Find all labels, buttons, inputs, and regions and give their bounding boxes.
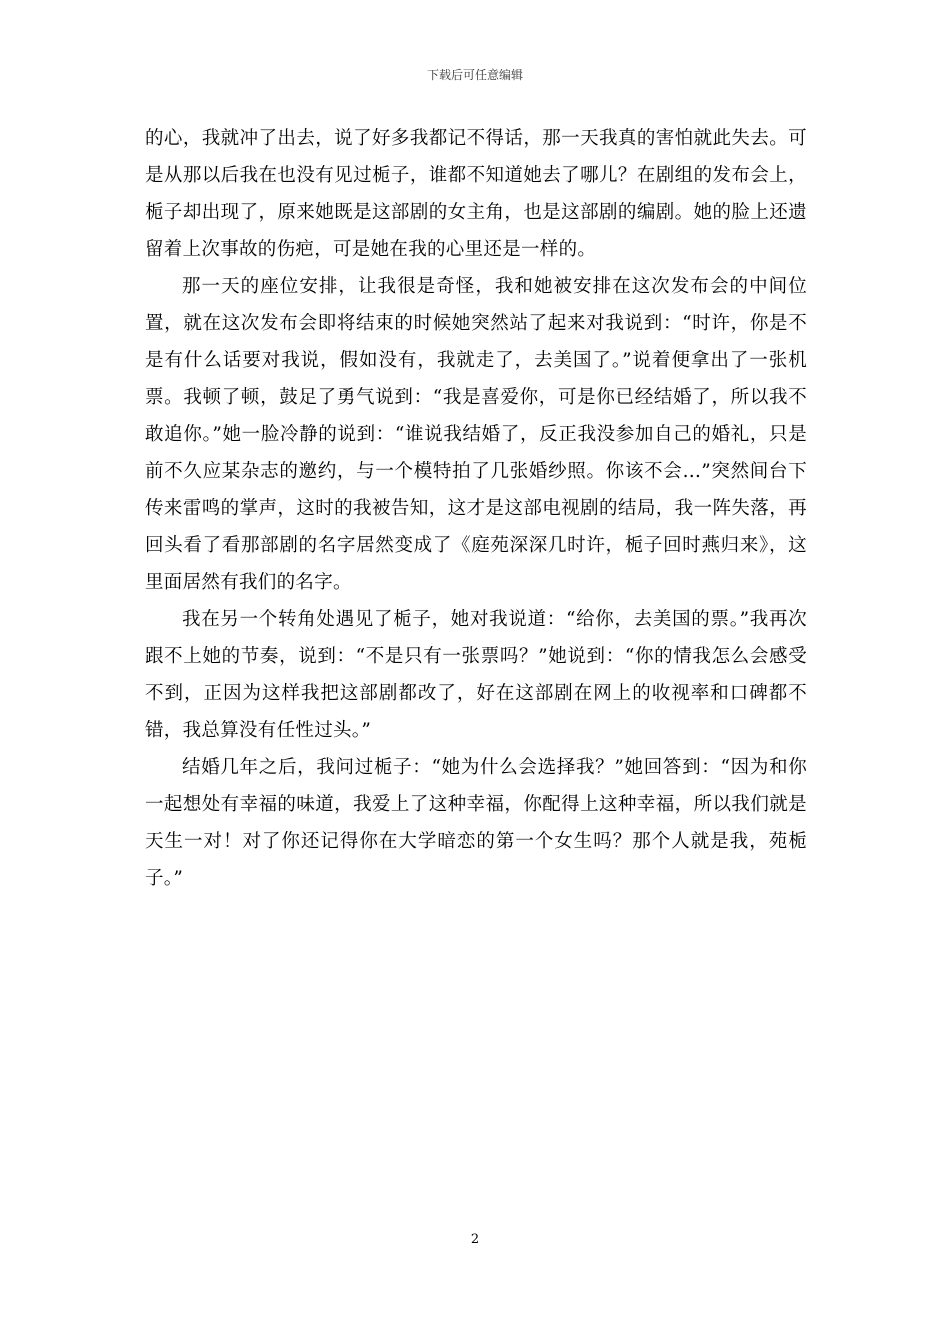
paragraph-3: 我在另一个转角处遇见了栀子，她对我说道：“给你，去美国的票。”我再次跟不上她的节奏，说到：“不是只有一张票吗？”她说到：“你的情我怎么会感受不到，正因为这样我把这部剧都改了，好在这部剧在网上的收视率和口碑都不错，我总算没有任性过头。” — [145, 609, 807, 741]
page-number: 2 — [470, 1232, 480, 1247]
document-body — [145, 120, 807, 897]
page-header: 下载后可任意编辑 — [426, 68, 523, 82]
paragraph-1: 的心，我就冲了出去，说了好多我都记不得话，那一天我真的害怕就此失去。可是从那以后我在也没有见过栀子，谁都不知道她去了哪儿？在剧组的发布会上，栀子却出现了，原来她既是这部剧的女主角，也是这部剧的编剧。她的脸上还遗留着上次事故的伤疤，可是她在我的心里还是一样的。 — [145, 128, 807, 260]
paragraph-2: 那一天的座位安排，让我很是奇怪，我和她被安排在这次发布会的中间位置，就在这次发布会即将结束的时候她突然站了起来对我说到：“时许，你是不是有什么话要对我说，假如没有，我就走了，去美国了。”说着便拿出了一张机票。我顿了顿，鼓足了勇气说到：“我是喜爱你，可是你已经结婚了，所以我不敢追你。”她一脸冷静的说到：“谁说我结婚了，反正我没参加自己的婚礼，只是前不久应某杂志的邀约，与一个模特拍了几张婚纱照。你该不会…”突然间台下传来雷鸣的掌声，这时的我被告知，这才是这部电视剧的结局，我一阵失落，再回头看了看那部剧的名字居然变成了《庭苑深深几时许，栀子回时燕归来》，这里面居然有我们的名字。 — [145, 276, 807, 593]
paragraph-4: 结婚几年之后，我问过栀子：“她为什么会选择我？”她回答到：“因为和你一起想处有幸福的味道，我爱上了这种幸福，你配得上这种幸福，所以我们就是天生一对！对了你还记得你在大学暗恋的第一个女生吗？那个人就是我，苑栀子。” — [145, 757, 807, 889]
